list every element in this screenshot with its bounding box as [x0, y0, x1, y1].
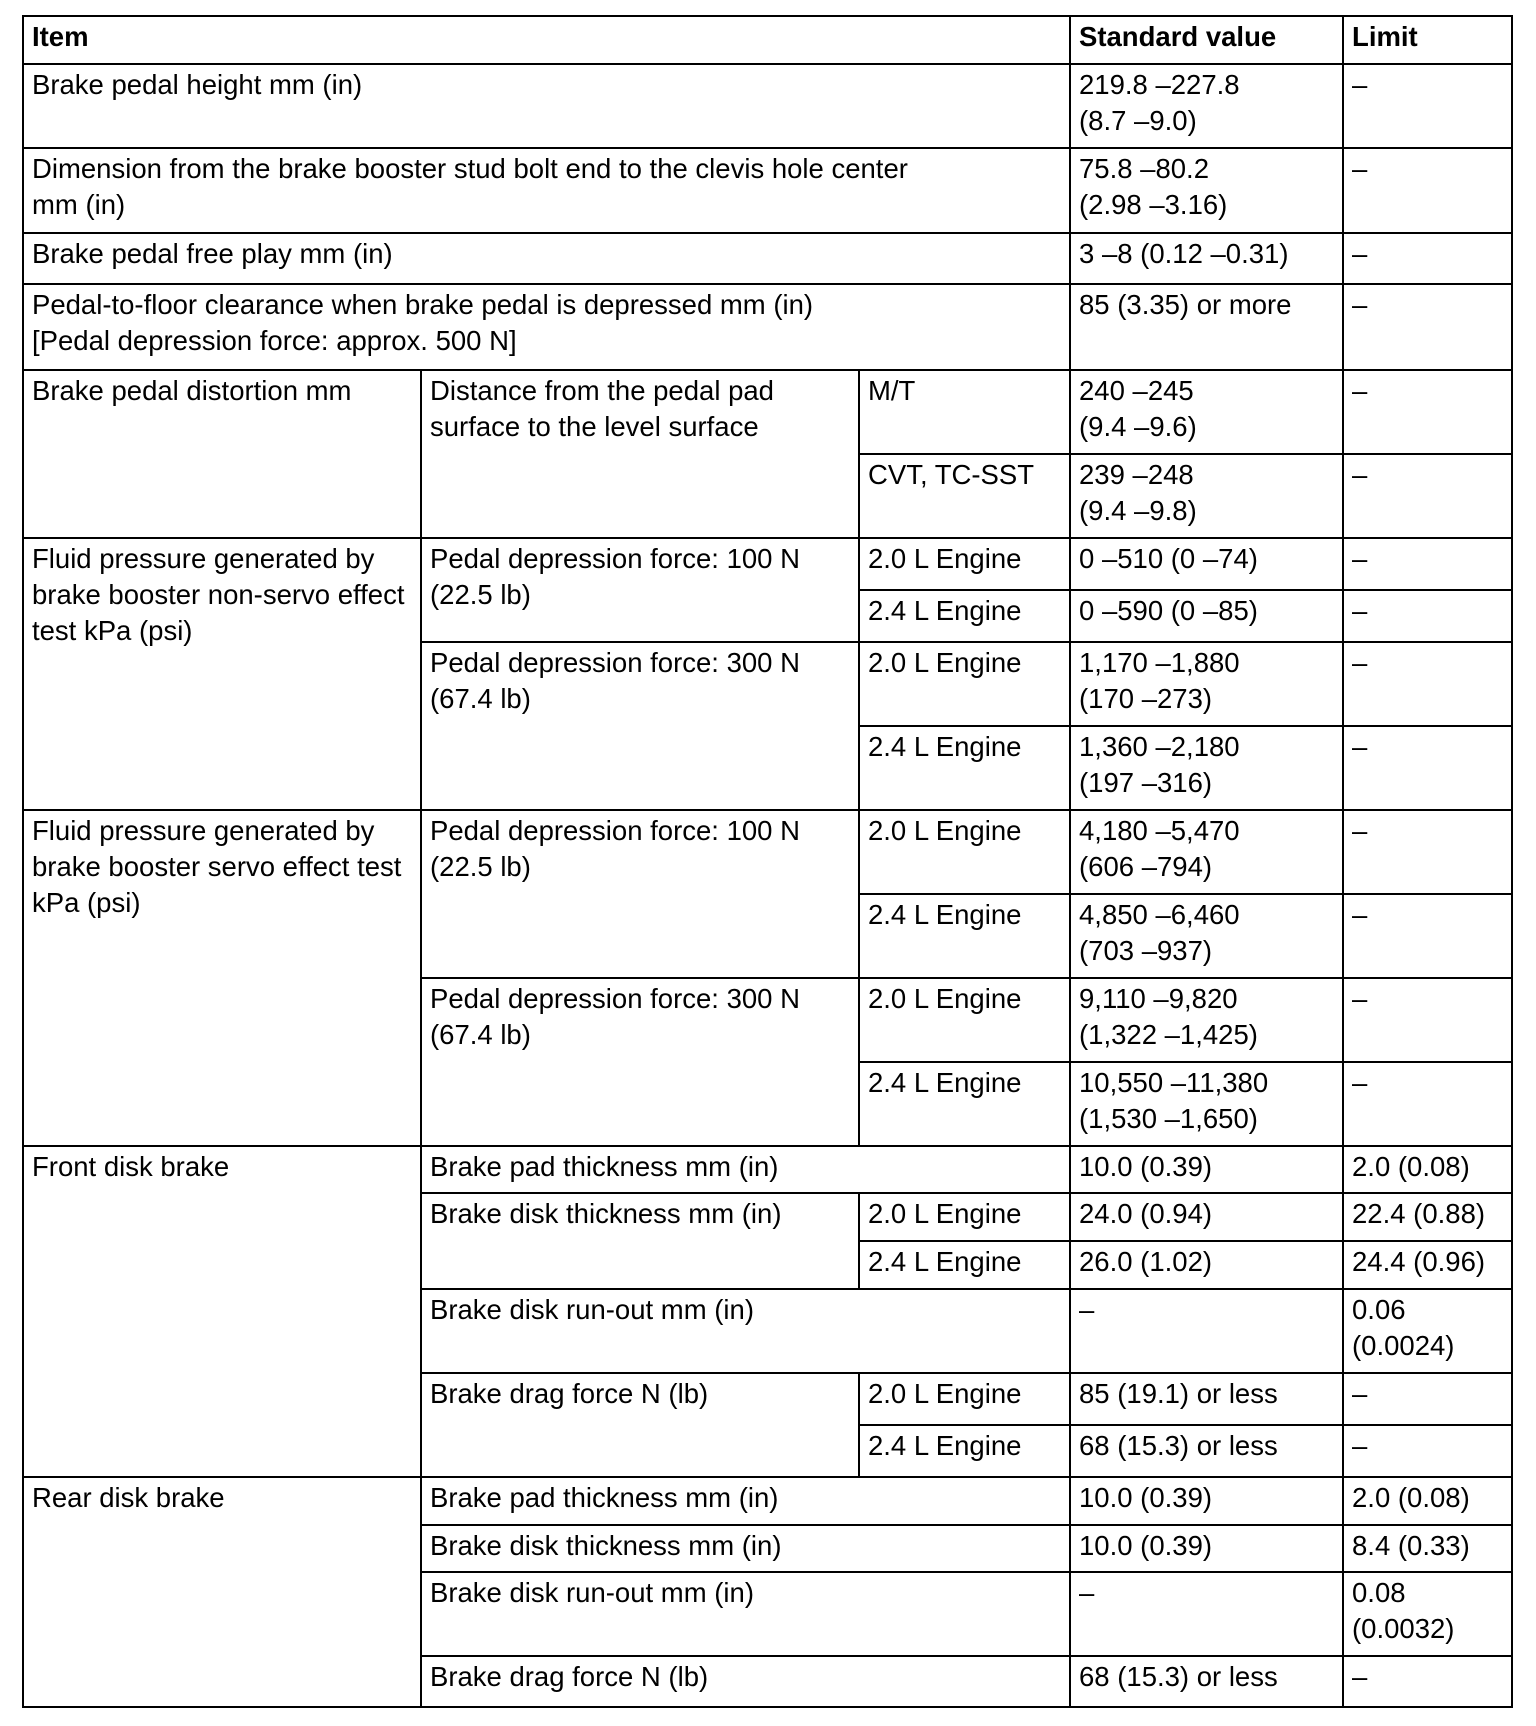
- standard-value-cell: 1,360 –2,180 (197 –316): [1070, 726, 1343, 810]
- condition-cell: 2.4 L Engine: [859, 1062, 1070, 1146]
- standard-value-cell: 68 (15.3) or less: [1070, 1656, 1343, 1707]
- limit-cell: –: [1343, 978, 1512, 1062]
- limit-cell: –: [1343, 1373, 1512, 1425]
- standard-value-cell: 1,170 –1,880 (170 –273): [1070, 642, 1343, 726]
- table-row: [23, 810, 1512, 894]
- header-row: [23, 16, 1512, 64]
- subitem-cell: Brake pad thickness mm (in): [421, 1477, 1070, 1525]
- header-standard-value: Standard value: [1070, 16, 1343, 64]
- limit-cell: –: [1343, 810, 1512, 894]
- item-cell: Front disk brake: [23, 1146, 421, 1477]
- condition-cell: 2.4 L Engine: [859, 1425, 1070, 1477]
- subitem-cell: Brake disk run-out mm (in): [421, 1289, 1070, 1373]
- item-cell: Brake pedal free play mm (in): [23, 233, 1070, 284]
- item-cell: Fluid pressure generated by brake booster non-servo effect test kPa (psi): [23, 538, 421, 810]
- table-row: [23, 538, 1512, 590]
- limit-cell: –: [1343, 894, 1512, 978]
- item-cell: Fluid pressure generated by brake booster servo effect test kPa (psi): [23, 810, 421, 1146]
- brake-spec-table: [22, 15, 1513, 1708]
- condition-cell: 2.0 L Engine: [859, 1373, 1070, 1425]
- table-row: [23, 1146, 1512, 1193]
- condition-cell: 2.4 L Engine: [859, 726, 1070, 810]
- standard-value-cell: 9,110 –9,820 (1,322 –1,425): [1070, 978, 1343, 1062]
- limit-cell: –: [1343, 590, 1512, 642]
- standard-value-cell: 75.8 –80.2 (2.98 –3.16): [1070, 148, 1343, 233]
- item-cell: Dimension from the brake booster stud bolt end to the clevis hole center mm (in): [23, 148, 1070, 233]
- condition-cell: M/T: [859, 370, 1070, 454]
- subitem-cell: Brake disk thickness mm (in): [421, 1193, 859, 1289]
- standard-value-cell: 26.0 (1.02): [1070, 1241, 1343, 1289]
- limit-cell: –: [1343, 454, 1512, 538]
- limit-cell: 22.4 (0.88): [1343, 1193, 1512, 1241]
- condition-cell: 2.0 L Engine: [859, 810, 1070, 894]
- item-cell: Brake pedal height mm (in): [23, 64, 1070, 148]
- limit-cell: 24.4 (0.96): [1343, 1241, 1512, 1289]
- condition-cell: 2.0 L Engine: [859, 642, 1070, 726]
- standard-value-cell: 3 –8 (0.12 –0.31): [1070, 233, 1343, 284]
- limit-cell: 2.0 (0.08): [1343, 1477, 1512, 1525]
- limit-cell: 0.08 (0.0032): [1343, 1572, 1512, 1656]
- item-cell: Pedal-to-floor clearance when brake pedal is depressed mm (in) [Pedal depression force: approx. 500 N]: [23, 284, 1070, 370]
- table-row: [23, 148, 1512, 233]
- limit-cell: –: [1343, 726, 1512, 810]
- standard-value-cell: 10.0 (0.39): [1070, 1477, 1343, 1525]
- table-row: [23, 64, 1512, 148]
- condition-cell: 2.4 L Engine: [859, 590, 1070, 642]
- standard-value-cell: 68 (15.3) or less: [1070, 1425, 1343, 1477]
- condition-cell: 2.4 L Engine: [859, 1241, 1070, 1289]
- standard-value-cell: 4,180 –5,470 (606 –794): [1070, 810, 1343, 894]
- limit-cell: –: [1343, 64, 1512, 148]
- limit-cell: –: [1343, 370, 1512, 454]
- table-row: [23, 233, 1512, 284]
- standard-value-cell: –: [1070, 1572, 1343, 1656]
- subitem-cell: Pedal depression force: 100 N (22.5 lb): [421, 538, 859, 642]
- standard-value-cell: 10.0 (0.39): [1070, 1146, 1343, 1193]
- limit-cell: –: [1343, 538, 1512, 590]
- standard-value-cell: 239 –248 (9.4 –9.8): [1070, 454, 1343, 538]
- standard-value-cell: 24.0 (0.94): [1070, 1193, 1343, 1241]
- standard-value-cell: 10.0 (0.39): [1070, 1525, 1343, 1572]
- standard-value-cell: 4,850 –6,460 (703 –937): [1070, 894, 1343, 978]
- table-row: [23, 1477, 1512, 1525]
- subitem-cell: Distance from the pedal pad surface to the level surface: [421, 370, 859, 538]
- limit-cell: –: [1343, 1656, 1512, 1707]
- limit-cell: 0.06 (0.0024): [1343, 1289, 1512, 1373]
- limit-cell: –: [1343, 284, 1512, 370]
- subitem-cell: Pedal depression force: 100 N (22.5 lb): [421, 810, 859, 978]
- subitem-cell: Brake pad thickness mm (in): [421, 1146, 1070, 1193]
- limit-cell: –: [1343, 148, 1512, 233]
- condition-cell: 2.0 L Engine: [859, 1193, 1070, 1241]
- subitem-cell: Brake drag force N (lb): [421, 1656, 1070, 1707]
- limit-cell: 8.4 (0.33): [1343, 1525, 1512, 1572]
- standard-value-cell: 219.8 –227.8 (8.7 –9.0): [1070, 64, 1343, 148]
- limit-cell: –: [1343, 1062, 1512, 1146]
- limit-cell: –: [1343, 233, 1512, 284]
- subitem-cell: Brake disk thickness mm (in): [421, 1525, 1070, 1572]
- limit-cell: –: [1343, 1425, 1512, 1477]
- condition-cell: 2.0 L Engine: [859, 538, 1070, 590]
- standard-value-cell: 0 –510 (0 –74): [1070, 538, 1343, 590]
- standard-value-cell: 85 (3.35) or more: [1070, 284, 1343, 370]
- subitem-cell: Pedal depression force: 300 N (67.4 lb): [421, 978, 859, 1146]
- condition-cell: CVT, TC-SST: [859, 454, 1070, 538]
- standard-value-cell: 0 –590 (0 –85): [1070, 590, 1343, 642]
- subitem-cell: Brake disk run-out mm (in): [421, 1572, 1070, 1656]
- condition-cell: 2.0 L Engine: [859, 978, 1070, 1062]
- standard-value-cell: 240 –245 (9.4 –9.6): [1070, 370, 1343, 454]
- limit-cell: –: [1343, 642, 1512, 726]
- item-cell: Brake pedal distortion mm: [23, 370, 421, 538]
- header-limit: Limit: [1343, 16, 1512, 64]
- table-row: [23, 284, 1512, 370]
- condition-cell: 2.4 L Engine: [859, 894, 1070, 978]
- standard-value-cell: 10,550 –11,380 (1,530 –1,650): [1070, 1062, 1343, 1146]
- limit-cell: 2.0 (0.08): [1343, 1146, 1512, 1193]
- item-cell: Rear disk brake: [23, 1477, 421, 1707]
- subitem-cell: Brake drag force N (lb): [421, 1373, 859, 1477]
- standard-value-cell: 85 (19.1) or less: [1070, 1373, 1343, 1425]
- standard-value-cell: –: [1070, 1289, 1343, 1373]
- subitem-cell: Pedal depression force: 300 N (67.4 lb): [421, 642, 859, 810]
- table-row: [23, 370, 1512, 454]
- header-item: Item: [23, 16, 1070, 64]
